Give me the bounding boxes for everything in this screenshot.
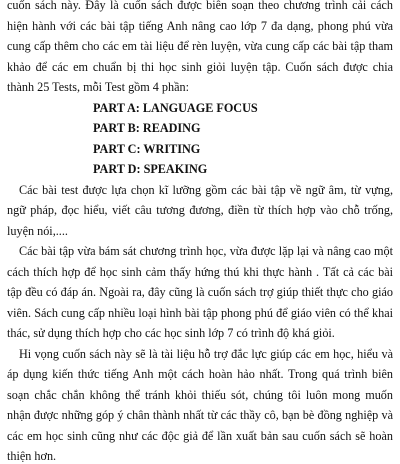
text-line: cung cấp thêm cho các em tài liệu để rèn luyện, vừa cung cấp các bài tập tham — [7, 39, 393, 53]
text-line: cuốn sách này. Đây là cuốn sách được biên soạn theo chương trình cải cách — [7, 0, 393, 12]
text-line: Hi vọng cuốn sách này sẽ là tài liệu hỗ trợ đắc lực giúp các em học, hiểu và — [19, 346, 393, 361]
text-line: soạn chắc chắn không thể tránh khỏi thiếu sót, chúng tôi luôn mong muốn — [7, 387, 393, 402]
text-line: Các bài test được lựa chọn kĩ lưỡng gồm các bài tập về ngữ âm, từ vựng, — [19, 182, 393, 197]
text-line: khảo để các em chuẩn bị thi học sinh giỏi luyện tập. Cuốn sách được chia — [7, 59, 393, 74]
part-heading: PART D: SPEAKING — [93, 162, 208, 176]
text-line: thiện hơn. — [7, 449, 57, 463]
text-line: các em học sinh cũng như các độc giả để lần xuất bản sau cuốn sách sẽ hoàn — [7, 428, 393, 443]
part-heading: PART A: LANGUAGE FOCUS — [93, 100, 258, 115]
text-line: áp dụng kiến thức tiếng Anh một cách hoàn hảo nhất. Trong quá trình biên — [7, 367, 393, 381]
text-line: thành 25 Tests, mỗi Test gồm 4 phần: — [7, 80, 190, 94]
text-line: cách thích hợp để học sinh cảm thấy hứng thú khi thực hành . Tất cả các bài — [7, 264, 393, 279]
text-line: hiện hành với các bài tập tiếng Anh nâng cao lớp 7 đa dạng, phong phú vừa — [7, 18, 393, 33]
text-line: viên. Sách cung cấp nhiều loại hình bài tập phong phú để giáo viên có thể khai — [7, 305, 393, 320]
text-line: Các bài tập vừa bám sát chương trình học, vừa được lặp lại và nâng cao một — [19, 244, 393, 258]
text-line: thác, sử dụng thích hợp cho các học sinh lớp 7 có trình độ khá giỏi. — [7, 326, 335, 340]
part-heading: PART C: WRITING — [93, 141, 201, 156]
part-heading: PART B: READING — [93, 121, 201, 135]
text-line: ngữ pháp, đọc hiểu, viết câu tương đương, điền từ thích hợp vào chỗ trống, — [7, 203, 393, 217]
text-line: nhận được những góp ý chân thành nhất từ các thầy cô, bạn bè đồng nghiệp và — [7, 408, 393, 422]
text-line: luyện nói,.... — [7, 223, 68, 238]
text-line: tập đều có đáp án. Ngoài ra, đây cũng là cuốn sách trợ giúp thiết thực cho giáo — [7, 285, 393, 299]
